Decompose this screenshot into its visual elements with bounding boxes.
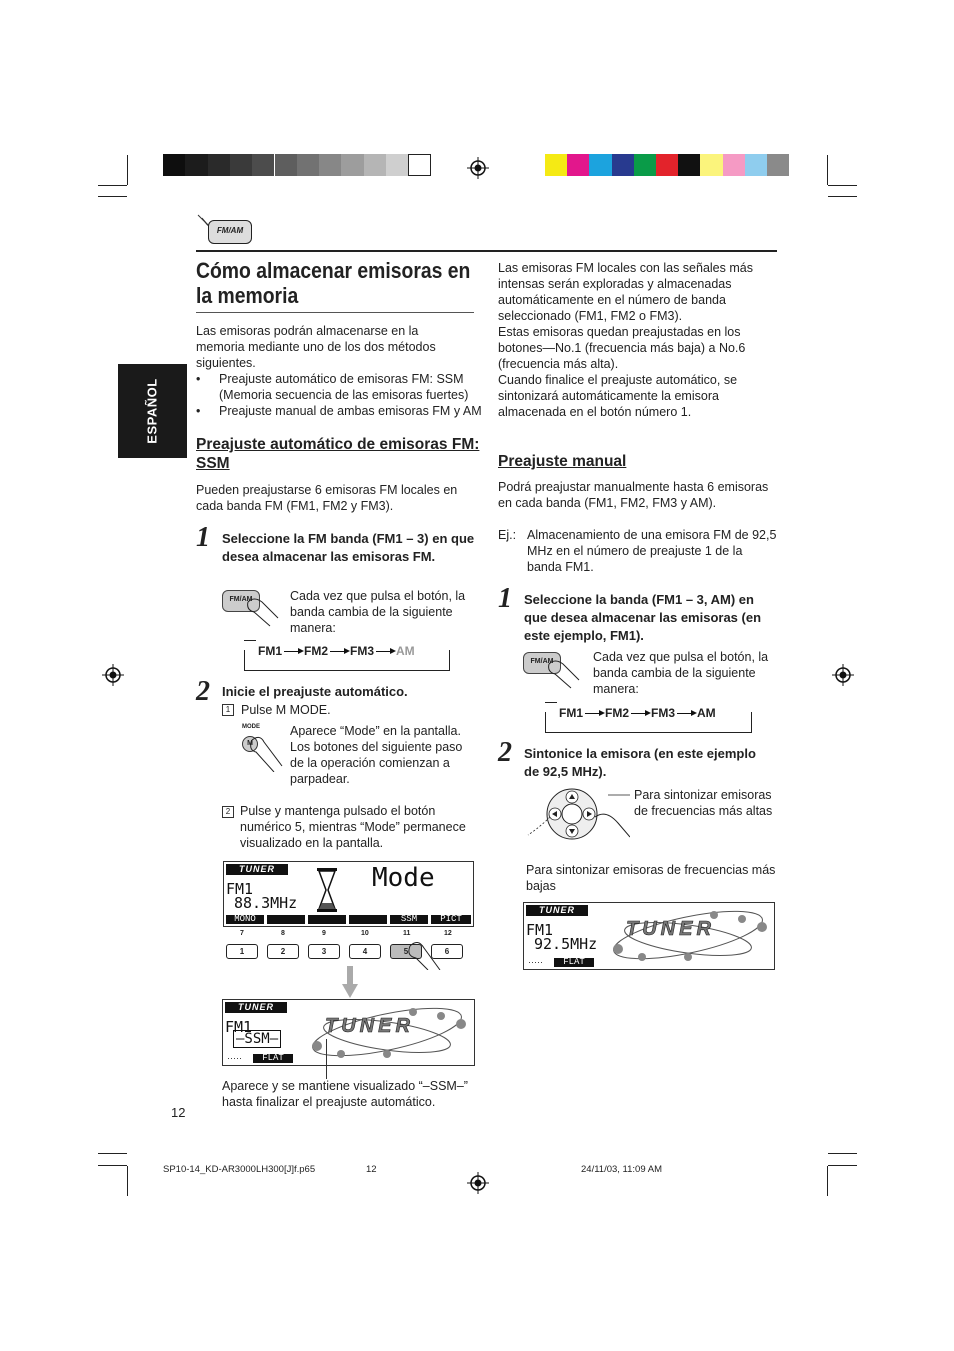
lcd-band: FM1 [526,921,554,939]
lcd-band: FM1 [226,880,254,898]
preset-alt-label: 11 [403,930,411,937]
method-list [196,371,491,419]
fm-am-button[interactable] [523,650,583,690]
tuner-label-text: TUNER [239,864,275,874]
control-pad[interactable] [520,787,630,842]
manual-intro: Podrá preajustar manualmente hasta 6 emisoras en cada banda (FM1, FM2, FM3 y AM). [498,480,769,510]
lcd-segment [349,915,387,924]
manual-heading: Preajuste manual [498,453,627,470]
ssm-intro: Pueden preajustarse 6 emisoras FM locales en cada banda FM (FM1, FM2 y FM3). [196,483,458,513]
calibration-swatch [700,154,722,176]
manual-step1-note: Cada vez que pulsa el botón, la banda cambia de la siguiente manera: [593,650,769,696]
lcd-segment: SSM [390,915,428,924]
ssm-sub2-text: Pulse y mantenga pulsado el botón numérico 5, mientras “Mode” permanece visualizado en la pantalla. [240,804,466,850]
preset-button-row [223,930,473,970]
calibration-swatch [364,154,386,176]
flow-item: FM2 [304,644,328,658]
tuner-logo-text: TUNER [325,1015,414,1037]
language-side-tab [118,364,187,458]
down-arrow-icon [342,966,358,998]
pressing-finger-icon [242,588,282,628]
tuner-label [526,905,588,916]
lcd-segment: MONO [226,915,264,924]
ssm-explanation-para: Estas emisoras quedan preajustadas en los botones—No.1 (frecuencia más baja) a No.6 (frecuencia más alta). [498,325,746,371]
ssm-sub1-text: Pulse M MODE. [241,703,331,717]
lcd-dots: ····· [528,957,543,967]
pressing-finger-icon [408,940,448,970]
lcd-frequency: 92.5MHz [534,935,598,953]
calibration-swatch [163,154,185,176]
lcd-segment: PICT [431,915,471,924]
page-number: 12 [171,1105,186,1120]
fm-am-badge [196,214,256,246]
header-rule [196,250,777,252]
lcd-dots: ····· [227,1053,242,1063]
ssm-band-flow [244,640,448,670]
tuner-label-text: TUNER [238,1002,274,1012]
flow-item: FM2 [605,706,629,720]
caption-pointer-line [326,1039,327,1079]
footer-file: SP10-14_KD-AR3000LH300[J]f.p65 [163,1164,316,1175]
ssm-explanation [498,260,768,420]
title-rule [196,312,474,313]
ssm-step1-note: Cada vez que pulsa el botón, la banda cambia de la siguiente manera: [290,589,466,635]
pressing-finger-icon [543,650,583,690]
footer-page: 12 [366,1164,377,1175]
fm-am-button-label: FM/AM [530,658,554,665]
tuner-label [226,864,288,875]
calibration-swatch [408,154,430,176]
tune-higher-note: Para sintonizar emisoras de frecuencias más altas [634,788,773,818]
preset-alt-label: 9 [322,930,326,937]
flow-item: AM [697,706,716,720]
lcd-frequency: 88.3MHz [234,894,298,912]
calibration-swatch [678,154,700,176]
sub-step-marker: 1 [222,704,234,716]
tuner-label-text: TUNER [539,905,575,915]
flow-item: FM3 [350,644,374,658]
preset-button-4[interactable]: 4 [349,944,381,959]
manual-step2-number: 2 [498,737,512,768]
pressing-finger-icon [246,732,286,772]
manual-step2-text: Sintonice la emisora (en este ejemplo de 92,5 MHz). [524,746,756,779]
calibration-swatch [319,154,341,176]
ssm-sub1-note: Aparece “Mode” en la pantalla. Los botones del siguiente paso de la operación comienzan a parpadear. [290,724,463,786]
method-list-item: • Preajuste automático de emisoras FM: SSM (Memoria secuencia de las emisoras fuertes) [208,371,491,403]
example-text: Almacenamiento de una emisora FM de 92,5 MHz en el número de preajuste 1 de la banda FM1. [527,528,777,574]
tuner-logo-graphic [303,1004,471,1062]
lcd-display-manual [523,902,775,970]
lcd-flat-segment: FLAT [253,1054,293,1063]
mode-button-label: MODE [242,724,260,730]
manual-step1-number: 1 [498,583,512,614]
lcd-ssm-text: –SSM– [233,1030,281,1048]
manual-band-flow [545,702,750,732]
mode-button[interactable] [240,724,285,772]
calibration-swatch [589,154,611,176]
ssm-heading: Preajuste automático de emisoras FM: SSM [196,436,480,472]
calibration-swatch [230,154,252,176]
ssm-caption: Aparece y se mantiene visualizado “–SSM–” hasta finalizar el preajuste automático. [222,1079,468,1109]
sub-step-marker: 2 [222,806,234,818]
ssm-step2-text: Inicie el preajuste automático. [222,684,408,699]
tuner-logo-text: TUNER [626,918,715,940]
mode-key: M [247,740,253,747]
calibration-swatch [545,154,567,176]
preset-alt-label: 8 [281,930,285,937]
lcd-segment [308,915,346,924]
fm-am-badge-text: FM/AM [216,226,244,235]
registration-target-icon [467,157,489,179]
preset-button-2[interactable]: 2 [267,944,299,959]
calibration-swatch [745,154,767,176]
language-label: ESPAÑOL [144,378,160,444]
preset-button-6[interactable]: 6 [431,944,463,959]
example-label: Ej.: [498,528,517,542]
footer-date: 24/11/03, 11:09 AM [581,1164,662,1175]
fm-am-button[interactable] [222,588,282,628]
calibration-swatch [767,154,789,176]
lcd-display-mode [223,861,474,927]
intro-paragraph: Las emisoras podrán almacenarse en la memoria mediante uno de los dos métodos siguientes. [196,324,436,370]
ssm-explanation-para: Las emisoras FM locales con las señales más intensas serán exploradas y almacenadas automáticamente en el número de banda seleccionado (FM1, FM2 o FM3). [498,261,753,323]
calibration-swatch [252,154,274,176]
page-title: Cómo almacenar emisoras en la memoria [196,258,471,308]
registration-target-icon [102,664,124,686]
ssm-step2-number: 2 [196,676,210,707]
flow-item: FM1 [559,706,583,720]
calibration-swatch [208,154,230,176]
tune-lower-note: Para sintonizar emisoras de frecuencias más bajas [526,863,776,893]
calibration-swatch [612,154,634,176]
ssm-explanation-para: Cuando finalice el preajuste automático, se sintonizará automáticamente la emisora almacenada en el botón número 1. [498,373,738,419]
method-list-item: • Preajuste manual de ambas emisoras FM y AM [208,403,491,419]
registration-target-icon [467,1172,489,1194]
fm-am-button-label: FM/AM [229,596,253,603]
preset-alt-label: 10 [361,930,369,937]
hourglass-icon [316,867,338,913]
calibration-swatch [297,154,319,176]
calibration-swatch [656,154,678,176]
calibration-swatch [341,154,363,176]
calibration-swatch [275,154,297,176]
flow-item: AM [396,644,415,658]
lcd-flat-segment: FLAT [554,958,594,967]
preset-alt-label: 12 [444,930,452,937]
preset-button-5[interactable]: 5 [390,944,422,959]
lcd-segment [267,915,305,924]
calibration-swatch [567,154,589,176]
preset-button-1[interactable]: 1 [226,944,258,959]
manual-step1-text: Seleccione la banda (FM1 – 3, AM) en que desea almacenar las emisoras (en este ejemplo, FM1). [524,592,762,643]
lcd-display-ssm [222,999,475,1066]
calibration-swatch [386,154,408,176]
calibration-swatch [723,154,745,176]
ssm-step1-text: Seleccione la FM banda (FM1 – 3) en que desea almacenar las emisoras FM. [222,531,475,564]
ssm-step1-number: 1 [196,522,210,553]
flow-item: FM3 [651,706,675,720]
calibration-swatch [185,154,207,176]
calibration-swatch [634,154,656,176]
lcd-mode-text: Mode [372,863,435,893]
preset-alt-label: 7 [240,930,244,937]
preset-button-3[interactable]: 3 [308,944,340,959]
tuner-label [225,1002,287,1013]
lcd-band: FM1 [225,1018,253,1036]
registration-target-icon [832,664,854,686]
flow-item: FM1 [258,644,282,658]
tuner-logo-graphic [604,907,772,965]
